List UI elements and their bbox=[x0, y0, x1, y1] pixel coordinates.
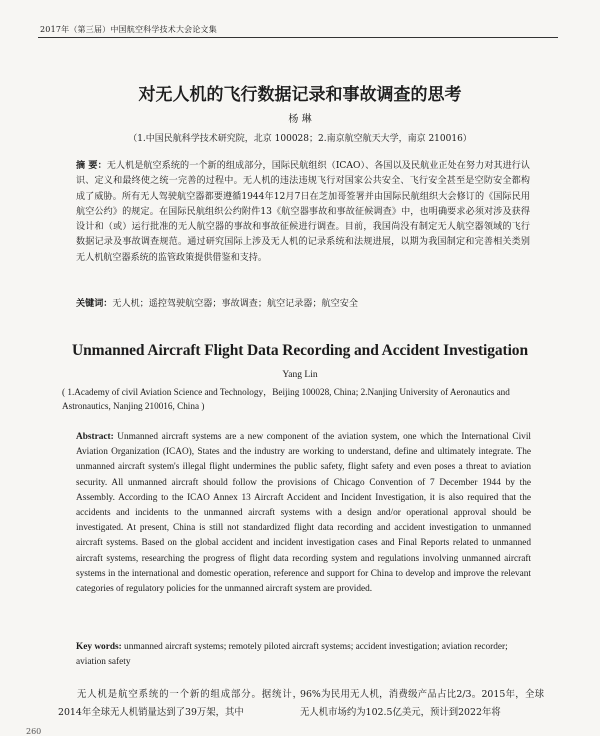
abstract-en bbox=[76, 430, 531, 597]
keywords-en bbox=[76, 640, 531, 670]
running-head: 2017年（第三届）中国航空科学技术大会论文集 bbox=[40, 25, 217, 34]
abstract-cn-text: 无人机是航空系统的一个新的组成部分，国际民航组织（ICAO）、各国以及民航业正处在努力对其进行认识、定义和最终使之统一完善的过程中。无人机的违法违规飞行对国家公共安全、飞行安全甚至是空防安全都构成了威胁。所有无人驾驶航空器都要遵循1944年12月7日在芝加哥签署并由国际民航组织大会修订的《国际民用航空公约》的规定。在国际民航组织公约附件13《航空器事故和事故征候调查》中，也明确要求必须对涉及获得设计和（或）运行批准的无人航空器的事故和事故征候进行调查。目前，我国尚没有制定无人航空器领域的飞行数据记录及事故调查规范。通过研究国际上涉及无人机的记录系统和法规进展，以期为我国制定和完善相关类别无人机航空器系统的监管政策提供借鉴和支持。 bbox=[76, 161, 530, 263]
abstract-cn bbox=[76, 158, 530, 266]
affiliation-en: ( 1.Academy of civil Aviation Science and Technology，Beijing 100028, China; 2.Nanjing University of Aeronautics and Astronautics, Nanjing 210016, China ) bbox=[62, 387, 510, 411]
page-number: 260 bbox=[26, 727, 42, 736]
keywords-en-label: Key words: bbox=[76, 642, 122, 652]
title-cn: 对无人机的飞行数据记录和事故调查的思考 bbox=[138, 85, 462, 105]
abstract-cn-label: 摘 要： bbox=[76, 160, 107, 171]
keywords-cn bbox=[76, 297, 530, 311]
body-text-left-column: 无人机是航空系统的一个新的组成部分。据统计，2014年全球无人机销量达到了39万架，其中 bbox=[58, 689, 302, 718]
author-cn: 杨 琳 bbox=[288, 114, 312, 125]
header-rule bbox=[38, 37, 558, 38]
body-text-right-column: 96%为民用无人机，消费级产品占比2/3。2015年，全球无人机市场约为102.5亿美元，预计到2022年将 bbox=[300, 689, 544, 718]
title-en: Unmanned Aircraft Flight Data Recording and Accident Investigation bbox=[72, 342, 528, 359]
affiliation-cn: （1.中国民航科学技术研究院，北京 100028；2.南京航空航天大学，南京 210016） bbox=[128, 134, 472, 144]
author-en: Yang Lin bbox=[282, 370, 318, 380]
keywords-cn-label: 关键词： bbox=[76, 298, 113, 309]
abstract-en-text: Unmanned aircraft systems are a new component of the aviation system, one which the International Civil Aviation Organization (ICAO), States and the industry are working to understand, define and ultimately integrate. The unmanned aircraft system's illegal flight undermines the public safety, flight safety and even poses a threat to aviation security. All unmanned aircraft should follow the provisions of Chicago Convention of 7 December 1944 by the Assembly. According to the ICAO Annex 13 Aircraft Accident and Incident Investigation, it is also required that the accidents and incidents to the unmanned aircraft systems with a design and/or operational approval should be investigated. At present, China is still not standardized flight data recording and accident investigation to unmanned aircraft systems. Based on the global accident and incident investigation cases and Final Reports related to unmanned aircraft systems, researching the progress of flight data recording system and regulations involving unmanned aircraft systems in the international and domestic operation, reference and support for China to develop and improve the relevant categories of regulatory policies for the unmanned aircraft system are provided. bbox=[76, 432, 532, 595]
keywords-en-text: unmanned aircraft systems; remotely piloted aircraft systems; accident investigation; aviation recorder; aviation safety bbox=[76, 642, 508, 667]
keywords-cn-text: 无人机；遥控驾驶航空器；事故调查；航空记录器；航空安全 bbox=[112, 299, 358, 309]
abstract-en-label: Abstract: bbox=[76, 432, 114, 442]
